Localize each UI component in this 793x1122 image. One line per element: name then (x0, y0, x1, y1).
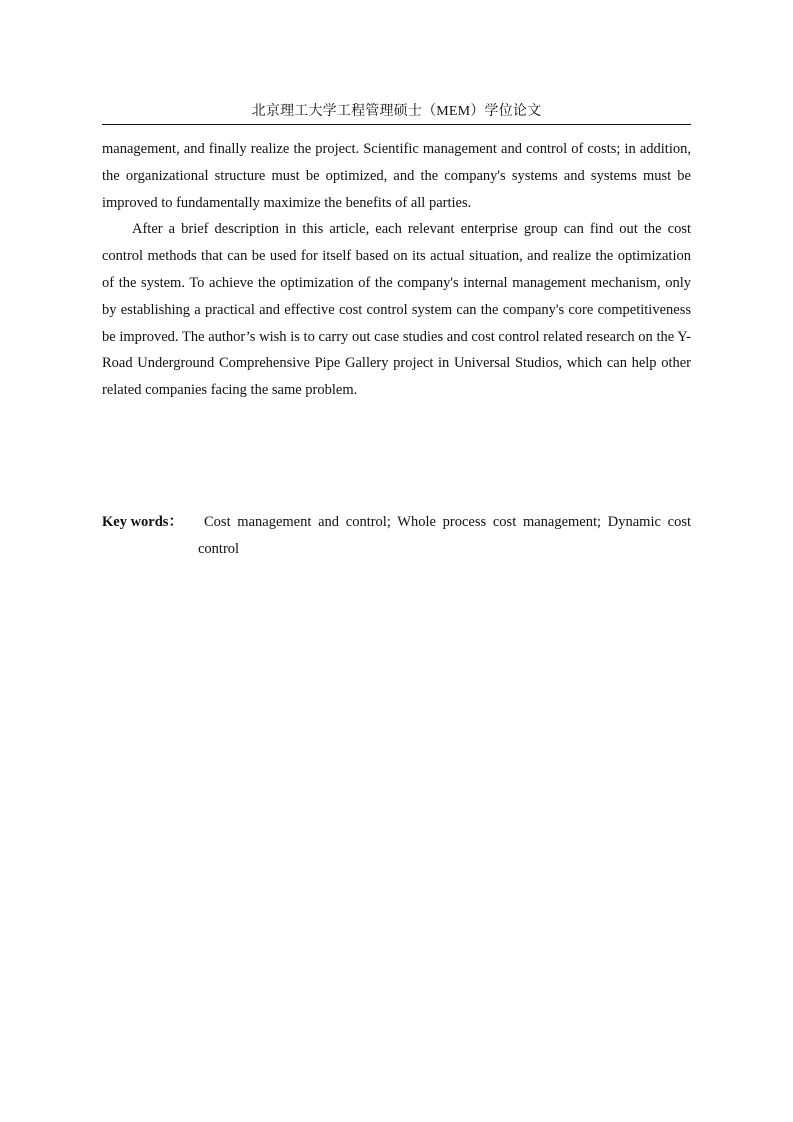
keywords-label: Key words： (102, 514, 183, 530)
running-header: 北京理工大学工程管理硕士（MEM）学位论文 (251, 104, 542, 119)
paragraph-continuation: management, and finally realize the project. Scientific management and control of costs; in addition, the organizational structure must be optimized, and the company's systems and systems must be improved to fundamentally maximize the benefits of all parties. (102, 141, 691, 211)
paragraph: After a brief description in this article, each relevant enterprise group can find out the cost control methods that can be used for itself based on its actual situation, and realize the optimization of the system. To achieve the optimization of the company's internal management mechanism, only by establishing a practical and effective cost control system can the company's core competitiveness be improved. The author’s wish is to carry out case studies and cost control related research on the Y-Road Underground Comprehensive Pipe Gallery project in Universal Studios, which can help other related companies facing the same problem. (102, 221, 691, 399)
keywords-section (102, 509, 691, 563)
header-rule (102, 124, 691, 125)
abstract-body (102, 136, 691, 404)
keywords-text: Cost management and control; Whole process cost management; Dynamic cost control (198, 514, 691, 557)
